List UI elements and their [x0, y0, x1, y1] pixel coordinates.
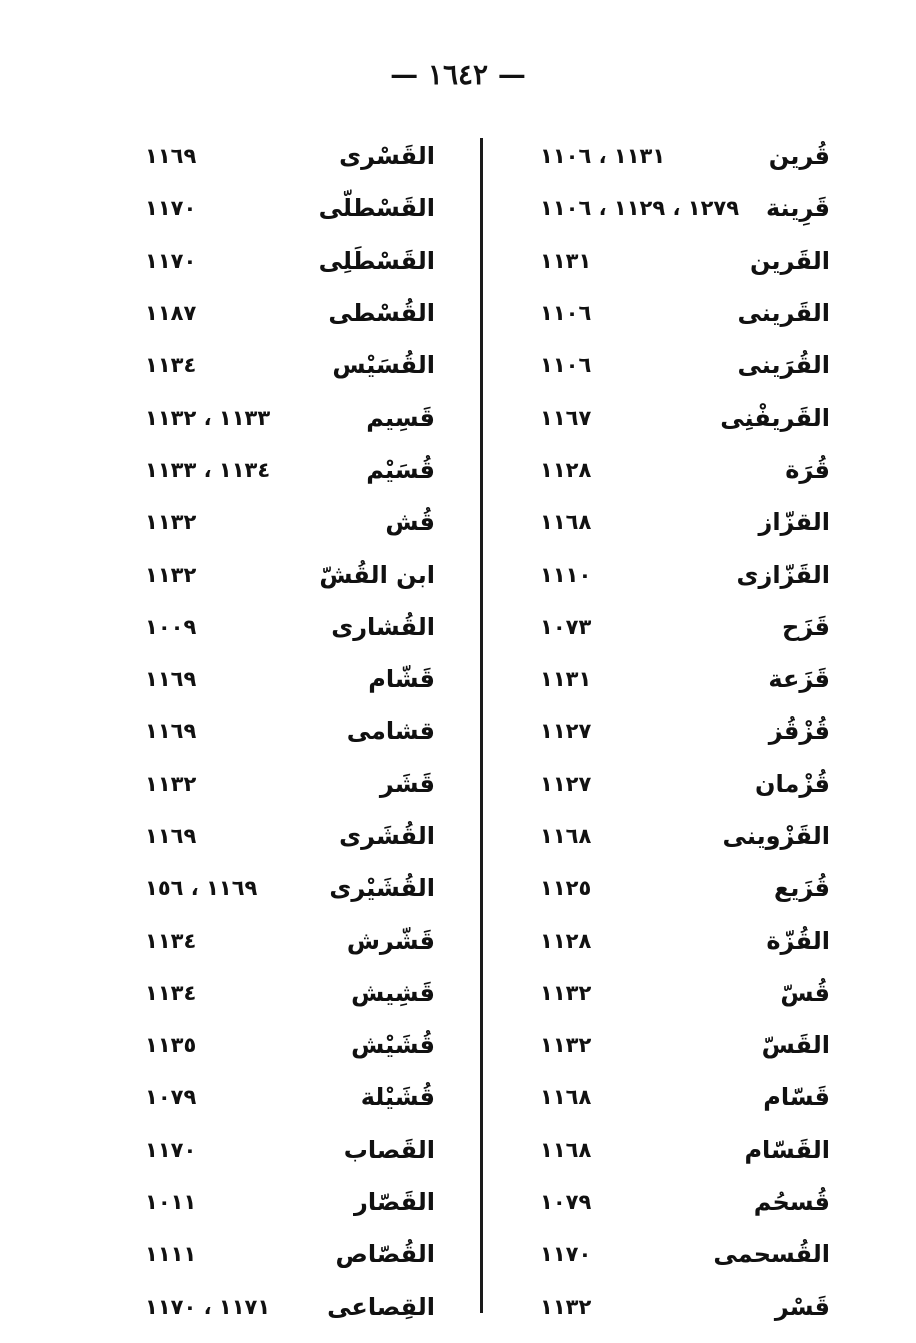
index-entry — [145, 1228, 435, 1280]
entry-name: قَزَعة — [768, 665, 830, 694]
index-entry — [145, 130, 435, 182]
entry-name: قَسّام — [763, 1083, 830, 1112]
entry-name: القَسّام — [744, 1135, 830, 1164]
index-entry — [540, 496, 830, 548]
entry-name: القُشَيْرى — [329, 874, 435, 903]
entry-name: القُزّة — [766, 926, 830, 955]
entry-name: قَشِيش — [351, 978, 435, 1007]
entry-page-refs: ١١٢٧ — [540, 719, 592, 744]
entry-page-refs: ١١٣٢ — [145, 562, 197, 587]
entry-name: قَرِينة — [765, 194, 830, 223]
entry-name: قُزْقُز — [768, 717, 830, 746]
entry-name: القَرين — [749, 246, 830, 275]
entry-name: قُسّ — [780, 978, 830, 1007]
entry-page-refs: ١١٦٨ — [540, 510, 592, 535]
entry-page-refs: ١١٣٢ — [145, 771, 197, 796]
index-entry — [540, 548, 830, 600]
index-entry — [540, 444, 830, 496]
index-entry — [540, 182, 830, 234]
index-entry — [145, 705, 435, 757]
entry-page-refs: ١١٣٤ — [145, 353, 197, 378]
entry-page-refs: ١١٦٩ — [145, 667, 197, 692]
entry-name: القُسحمى — [713, 1240, 830, 1269]
entry-page-refs: ١٠١١ — [145, 1190, 197, 1215]
entry-page-refs: ١١٧٠ — [145, 196, 197, 221]
entry-name: القَسْطلّى — [318, 194, 435, 223]
index-entry — [145, 548, 435, 600]
entry-page-refs: ١١٦٩ — [145, 144, 197, 169]
entry-page-refs: ١١٧٠ — [540, 1242, 592, 1267]
column-divider — [480, 138, 483, 1313]
entry-name: القَصّار — [354, 1188, 435, 1217]
index-entry — [540, 1071, 830, 1123]
index-entry — [145, 601, 435, 653]
entry-name: قُسَيْم — [366, 455, 435, 484]
index-entry — [540, 339, 830, 391]
entry-page-refs: ١١٣٤ — [145, 980, 197, 1005]
index-entry — [145, 496, 435, 548]
index-entry — [145, 339, 435, 391]
entry-name: القَرينى — [737, 299, 830, 328]
entry-page-refs: ١١٧٠ — [145, 1137, 197, 1162]
index-entry — [540, 1281, 830, 1333]
index-entry — [145, 391, 435, 443]
index-entry — [145, 182, 435, 234]
entry-name: القُصّاص — [335, 1240, 435, 1269]
entry-name: قُشَيْش — [351, 1031, 435, 1060]
entry-page-refs: ١١٧٠ — [145, 248, 197, 273]
index-entry — [145, 1281, 435, 1333]
index-entry — [540, 235, 830, 287]
entry-page-refs: ١٠٠٩ — [145, 614, 197, 639]
page-number: — ١٦٤٢ — — [390, 58, 526, 91]
entry-name: القَزّازى — [736, 560, 830, 589]
entry-page-refs: ١١٦٧ — [540, 405, 592, 430]
entry-page-refs: ١١٢٧ — [540, 771, 592, 796]
index-entry — [540, 862, 830, 914]
index-entry — [540, 601, 830, 653]
index-entry — [145, 287, 435, 339]
entry-name: قُشَيْلة — [360, 1083, 435, 1112]
entry-page-refs: ١١٠٦ — [540, 301, 592, 326]
index-entry — [145, 758, 435, 810]
index-entry — [145, 1124, 435, 1176]
entry-page-refs: ١١١١ — [145, 1242, 197, 1267]
entry-name: قُسحُم — [753, 1188, 830, 1217]
entry-name: القَصاب — [343, 1135, 435, 1164]
entry-page-refs: ١١٢٨ — [540, 457, 592, 482]
index-entry — [540, 130, 830, 182]
index-entry — [540, 391, 830, 443]
entry-name: قَزَح — [782, 612, 830, 641]
index-entry — [540, 1176, 830, 1228]
entry-name: القِصاعى — [327, 1292, 435, 1321]
entry-name: قَسْر — [774, 1292, 830, 1321]
entry-page-refs: ١١٢٥ — [540, 876, 592, 901]
index-entry — [145, 1019, 435, 1071]
index-entry — [540, 914, 830, 966]
index-entry — [145, 914, 435, 966]
entry-page-refs: ١١٣١ — [540, 248, 592, 273]
index-entry — [540, 1228, 830, 1280]
entry-name: قُزَيع — [773, 874, 830, 903]
entry-name: قَشّرش — [346, 926, 435, 955]
entry-name: قَشَر — [379, 769, 435, 798]
entry-page-refs: ١١٣٢ — [540, 1033, 592, 1058]
entry-page-refs: ١١٣٥ — [145, 1033, 197, 1058]
index-entry — [145, 235, 435, 287]
index-entry — [145, 967, 435, 1019]
entry-page-refs: ١١٦٩ ، ١٥٦ — [145, 876, 258, 901]
index-entry — [540, 758, 830, 810]
entry-page-refs: ١١٣٢ — [145, 510, 197, 535]
index-entry — [145, 444, 435, 496]
entry-page-refs: ١١٢٨ — [540, 928, 592, 953]
index-entry — [145, 810, 435, 862]
index-entry — [540, 967, 830, 1019]
entry-page-refs: ١١٨٧ — [145, 301, 197, 326]
index-entry — [145, 1176, 435, 1228]
entry-name: قُزْمان — [755, 769, 830, 798]
entry-name: قشامى — [346, 717, 435, 746]
entry-name: القُشَرى — [339, 822, 435, 850]
entry-page-refs: ١٠٧٣ — [540, 614, 592, 639]
entry-page-refs: ١١٣٢ — [540, 1294, 592, 1319]
entry-name: قَشّام — [368, 665, 435, 694]
entry-name: القُسْطى — [328, 299, 435, 328]
entry-page-refs: ١١٣٤ ، ١١٣٣ — [145, 457, 271, 482]
entry-name: القَسْرى — [339, 142, 435, 171]
entry-page-refs: ١٠٧٩ — [145, 1085, 197, 1110]
entry-name: القَسْطَلِى — [318, 246, 435, 275]
entry-page-refs: ١١٣١ ، ١١٠٦ — [540, 144, 666, 169]
entry-name: القَريفْنِى — [720, 403, 830, 432]
entry-name: القُرَينى — [737, 351, 830, 380]
entry-page-refs: ١١٣٤ — [145, 928, 197, 953]
entry-name: القُسَيْس — [332, 351, 435, 380]
entry-name: قُش — [385, 508, 435, 537]
entry-name: القَسّ — [761, 1031, 830, 1060]
entry-name: قُرَة — [785, 455, 830, 484]
entry-page-refs: ١٢٧٩ ، ١١٢٩ ، ١١٠٦ — [540, 196, 740, 221]
entry-page-refs: ١١٦٨ — [540, 1137, 592, 1162]
entry-page-refs: ١١٠٦ — [540, 353, 592, 378]
index-entry — [540, 287, 830, 339]
entry-name: القَزْوينى — [722, 822, 830, 850]
entry-page-refs: ١١١٠ — [540, 562, 592, 587]
entry-page-refs: ١١٦٨ — [540, 824, 592, 848]
entry-page-refs: ١١٣٣ ، ١١٣٢ — [145, 405, 271, 430]
entry-page-refs: ١١٦٩ — [145, 824, 197, 848]
entry-name: ابن القُشّ — [319, 560, 435, 589]
entry-page-refs: ١١٦٨ — [540, 1085, 592, 1110]
index-entry — [540, 1019, 830, 1071]
index-entry — [540, 653, 830, 705]
entry-page-refs: ١١٣٢ — [540, 980, 592, 1005]
entry-name: القُشارى — [331, 612, 435, 641]
entry-name: القزّاز — [758, 508, 830, 537]
entry-name: قَسِيم — [366, 403, 435, 432]
right-column — [540, 130, 830, 1333]
left-column — [145, 130, 435, 1333]
index-entry — [145, 862, 435, 914]
index-entry — [145, 1071, 435, 1123]
index-entry — [145, 653, 435, 705]
entry-page-refs: ١١٦٩ — [145, 719, 197, 744]
index-entry — [540, 705, 830, 757]
entry-page-refs: ١٠٧٩ — [540, 1190, 592, 1215]
entry-page-refs: ١١٣١ — [540, 667, 592, 692]
entry-page-refs: ١١٧١ ، ١١٧٠ — [145, 1294, 271, 1319]
entry-name: قُرين — [768, 142, 830, 171]
index-entry — [540, 1124, 830, 1176]
index-entry — [540, 810, 830, 862]
